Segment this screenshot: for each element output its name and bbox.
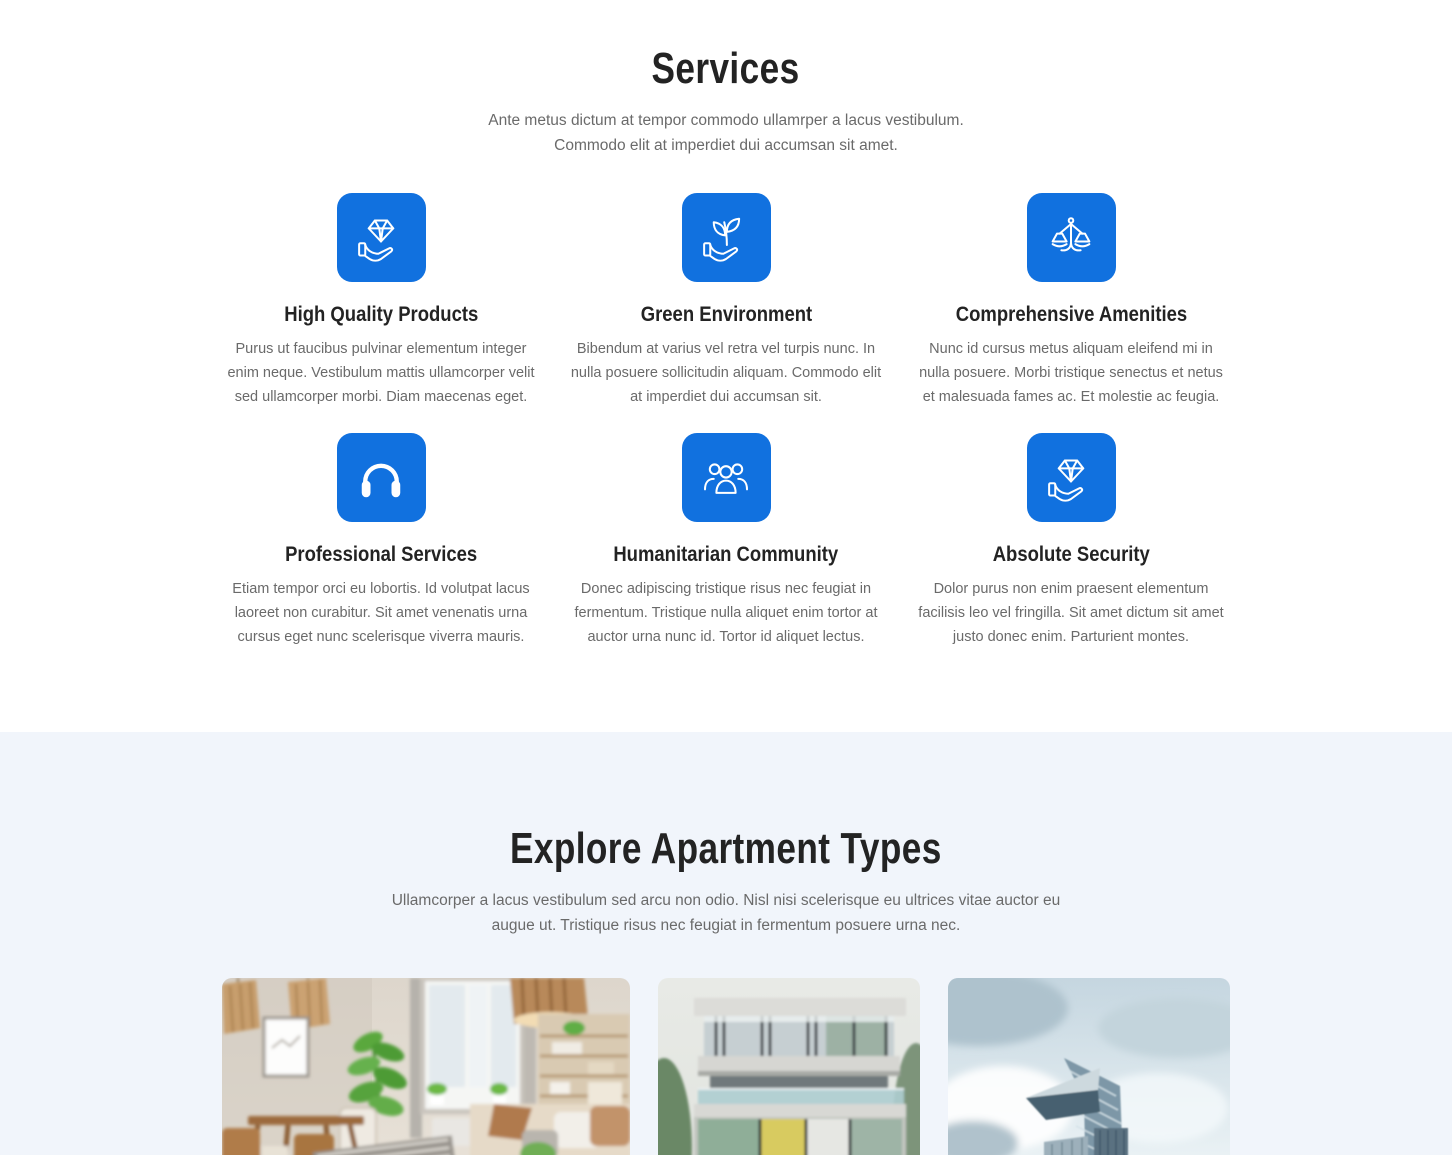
headphones-icon (353, 450, 409, 506)
service-card-high-quality-products (224, 193, 539, 409)
leaf-hand-icon (698, 210, 754, 266)
living-room-interior-photo[interactable] (222, 978, 630, 1155)
service-icon-box (1027, 433, 1116, 522)
service-icon-box (1027, 193, 1116, 282)
services-grid (224, 193, 1229, 649)
service-description: Donec adipiscing tristique risus nec feugiat in fermentum. Tristique nulla aliquet enim tortor at auctor urna nunc id. Tortor id aliquet lectus. (574, 581, 878, 645)
modern-building-facade-photo[interactable] (658, 978, 920, 1155)
people-icon (698, 450, 754, 506)
service-card-green-environment (569, 193, 884, 409)
service-title: Green Environment (640, 303, 812, 326)
service-icon-box (337, 193, 426, 282)
modern-building-facade-image (658, 978, 920, 1155)
living-room-interior-image (222, 978, 630, 1155)
apartment-types-section (0, 732, 1452, 1155)
services-title: Services (651, 44, 801, 93)
diamond-hand-icon (1043, 450, 1099, 506)
service-icon-box (682, 433, 771, 522)
service-card-absolute-security (914, 433, 1229, 649)
service-title: Comprehensive Amenities (955, 303, 1187, 326)
service-title: Absolute Security (992, 543, 1150, 566)
service-title: High Quality Products (283, 303, 479, 326)
service-description: Etiam tempor orci eu lobortis. Id volutpat lacus laoreet non curabitur. Sit amet venenatis urna cursus eget nunc scelerisque viverra mauris. (232, 581, 530, 645)
service-title: Professional Services (284, 543, 478, 566)
scales-icon (1043, 210, 1099, 266)
service-card-professional-services (224, 433, 539, 649)
skyscraper-image (948, 978, 1230, 1155)
apartment-types-subtitle: Ullamcorper a lacus vestibulum sed arcu non odio. Nisl nisi scelerisque eu ultrices vitae auctor eu augue ut. Tristique risus nec feugiat in fermentum posuere urna nec. (391, 892, 1061, 934)
service-title: Humanitarian Community (613, 543, 839, 566)
diamond-hand-icon (353, 210, 409, 266)
service-description: Dolor purus non enim praesent elementum facilisis leo vel fringilla. Sit amet dictum sit amet justo donec enim. Parturient montes. (918, 581, 1224, 645)
apartment-gallery (0, 978, 1452, 1155)
service-card-comprehensive-amenities (914, 193, 1229, 409)
service-icon-box (337, 433, 426, 522)
services-subtitle: Ante metus dictum at tempor commodo ullamrper a lacus vestibulum. Commodo elit at imperdiet dui accumsan sit amet. (488, 112, 964, 154)
apartment-types-title: Explore Apartment Types (510, 824, 942, 873)
service-icon-box (682, 193, 771, 282)
service-description: Nunc id cursus metus aliquam eleifend mi in nulla posuere. Morbi tristique senectus et netus et malesuada fames ac. Et molestie ac feugia. (919, 341, 1223, 405)
service-description: Purus ut faucibus pulvinar elementum integer enim neque. Vestibulum mattis ullamcorper velit sed ullamcorper morbi. Diam maecenas eget. (227, 341, 535, 405)
skyscraper-photo[interactable] (948, 978, 1230, 1155)
service-description: Bibendum at varius vel retra vel turpis nunc. In nulla posuere sollicitudin aliquam. Commodo elit at imperdiet dui accumsan sit. (570, 341, 882, 405)
service-card-humanitarian-community (569, 433, 884, 649)
